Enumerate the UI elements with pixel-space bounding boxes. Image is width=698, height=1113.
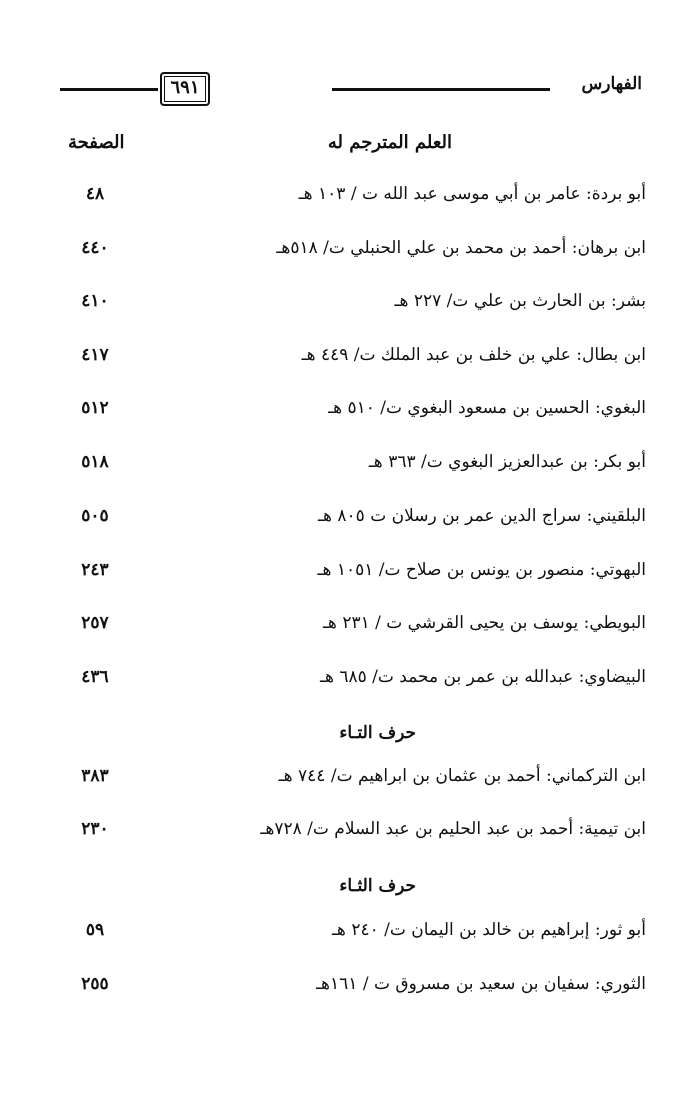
- index-entry: [0, 291, 698, 327]
- index-entry: [0, 398, 698, 434]
- column-header-name: العلم المترجم له: [327, 132, 452, 153]
- entry-page: ٤٣٦: [81, 667, 109, 687]
- index-entry: [0, 506, 698, 542]
- entry-page: ٤١٧: [81, 345, 109, 365]
- entry-page: ٢٤٣: [81, 560, 109, 580]
- index-entry: [0, 560, 698, 596]
- entry-name: البيضاوي: عبدالله بن عمر بن محمد ت/ ٦٨٥ هـ: [319, 667, 646, 687]
- entry-name: الثوري: سفيان بن سعيد بن مسروق ت / ١٦١هـ: [316, 974, 646, 994]
- page-number: ٦٩١: [160, 72, 210, 106]
- entry-name: بشر: بن الحارث بن علي ت/ ٢٢٧ هـ: [394, 291, 646, 311]
- entry-page: ٥٩: [85, 920, 105, 940]
- column-header-page: الصفحة: [68, 132, 125, 153]
- entry-name: البهوتي: منصور بن يونس بن صلاح ت/ ١٠٥١ هـ: [317, 560, 646, 580]
- entry-page: ٣٨٣: [81, 766, 109, 786]
- entry-name: البغوي: الحسين بن مسعود البغوي ت/ ٥١٠ هـ: [328, 398, 646, 418]
- header-rule: [60, 88, 158, 91]
- entry-name: ابن تيمية: أحمد بن عبد الحليم بن عبد السلام ت/ ٧٢٨هـ: [260, 819, 646, 839]
- entry-name: أبو بردة: عامر بن أبي موسى عبد الله ت / ١٠٣ هـ: [298, 184, 646, 204]
- page-header: [60, 74, 642, 104]
- index-entry: [0, 345, 698, 381]
- index-entry: [0, 974, 698, 1010]
- entry-page: ٥٠٥: [81, 506, 109, 526]
- index-entry: [0, 819, 698, 855]
- entry-name: ابن بطال: علي بن خلف بن عبد الملك ت/ ٤٤٩ هـ: [301, 345, 646, 365]
- entry-page: ٥١٢: [81, 398, 109, 418]
- entry-page: ٤٤٠: [81, 238, 109, 258]
- entry-page: ٢٥٧: [81, 613, 109, 633]
- index-entry: [0, 238, 698, 274]
- index-entry: [0, 667, 698, 703]
- index-entry: [0, 184, 698, 220]
- entry-name: البويطي: يوسف بن يحيى القرشي ت / ٢٣١ هـ: [322, 613, 646, 633]
- letter-heading: حرف التـاء: [339, 723, 416, 743]
- header-rule: [332, 88, 550, 91]
- index-entry: [0, 766, 698, 802]
- entry-page: ٤٨: [85, 184, 105, 204]
- entry-name: أبو ثور: إبراهيم بن خالد بن اليمان ت/ ٢٤٠ هـ: [331, 920, 646, 940]
- letter-heading: حرف الثـاء: [339, 876, 416, 896]
- entry-name: أبو بكر: بن عبدالعزيز البغوي ت/ ٣٦٣ هـ: [368, 452, 646, 472]
- entry-page: ٢٣٠: [81, 819, 109, 839]
- index-entry: [0, 613, 698, 649]
- section-title: الفهارس: [581, 74, 642, 94]
- entry-page: ٤١٠: [81, 291, 109, 311]
- entry-name: البلقيني: سراج الدين عمر بن رسلان ت ٨٠٥ هـ: [318, 506, 646, 526]
- entry-name: ابن برهان: أحمد بن محمد بن علي الحنبلي ت/ ٥١٨هـ: [276, 238, 646, 258]
- entry-page: ٢٥٥: [81, 974, 109, 994]
- entry-name: ابن التركماني: أحمد بن عثمان بن ابراهيم ت/ ٧٤٤ هـ: [278, 766, 646, 786]
- entry-page: ٥١٨: [81, 452, 109, 472]
- index-entry: [0, 452, 698, 488]
- index-entry: [0, 920, 698, 956]
